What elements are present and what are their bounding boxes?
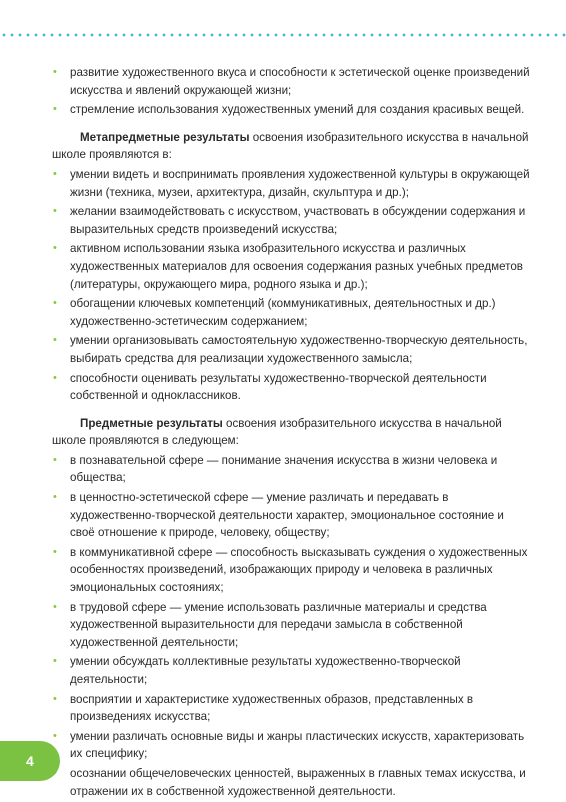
bullet-icon: •: [53, 297, 57, 310]
list-item: • развитие художественного вкуса и способности к эстетической оценке произведений искусства и явлений окружающей жизни;: [53, 66, 530, 97]
list-item: • обогащении ключевых компетенций (коммуникативных, деятельностных и др.) художественно-эстетическим содержанием;: [53, 297, 496, 328]
bullet-icon: •: [53, 205, 57, 218]
page-number: 4: [26, 753, 34, 769]
bullet-icon: •: [53, 334, 57, 347]
meta-results-paragraph: Метапредметные результаты освоения изобразительного искусства в начальной школе проявляются в:: [52, 130, 529, 162]
list-item: • умении обсуждать коллективные результаты художественно-творческой деятельности;: [53, 655, 461, 686]
list-item: • в познавательной сфере — понимание значения искусства в жизни человека и общества;: [53, 453, 498, 485]
bullet-icon: •: [53, 242, 57, 255]
list-item: • активном использовании языка изобразительного искусства и различных художественных материалов для освоения содержания разных учебных предметов (литературы, окружающего мира, родного языка и др.);: [53, 242, 523, 291]
bullet-icon: •: [53, 103, 57, 116]
list-item: • способности оценивать результаты художественно-творческой деятельности собственной и одноклассников.: [53, 371, 487, 403]
bullet-icon: •: [53, 545, 57, 558]
bullet-icon: •: [53, 692, 57, 705]
list-item: • умении различать основные виды и жанры пластических искусств, характеризовать их специфику;: [53, 729, 525, 761]
list-item: • умении видеть и воспринимать проявления художественной культуры в окружающей жизни (техника, музеи, архитектура, дизайн, скульптура и др.);: [53, 167, 530, 199]
bullet-icon: •: [53, 600, 57, 613]
page-number-badge: [0, 741, 60, 781]
bullet-icon: •: [53, 66, 57, 78]
list-item: • в ценностно-эстетической сфере — умение различать и передавать в художественно-творческой деятельности характер, эмоциональное состояние и своё отношение к природе, человеку, обществу;: [53, 491, 504, 540]
bullet-icon: •: [53, 655, 57, 668]
subject-results-paragraph: Предметные результаты освоения изобразительного искусства в начальной школе проявляются в следующем:: [52, 416, 502, 448]
bullet-icon: •: [53, 167, 57, 180]
subject-results-heading: Предметные результаты: [80, 416, 223, 430]
list-item: • восприятии и характеристике художественных образов, представленных в произведениях искусства;: [53, 692, 474, 724]
meta-results-heading: Метапредметные результаты: [80, 130, 250, 144]
bullet-icon: •: [53, 491, 57, 504]
list-item: • в трудовой сфере — умение использовать различные материалы и средства художественной выразительности для передачи замысла в собственной художественной деятельности;: [53, 600, 487, 649]
bullet-icon: •: [53, 453, 57, 466]
list-item: • желании взаимодействовать с искусством, участвовать в обсуждении содержания и выразительных средств произведений искусства;: [53, 205, 526, 236]
dotted-header-line: [0, 33, 566, 37]
list-item: • умении организовывать самостоятельную художественно-творческую деятельность, выбирать средства для реализации художественного замысла;: [53, 334, 528, 365]
bullet-icon: •: [53, 371, 57, 384]
page-content: [52, 64, 530, 802]
bullet-icon: •: [53, 729, 57, 742]
list-item: • в коммуникативной сфере — способность высказывать суждения о художественных особенностях произведений, изображающих природу и человека в различных эмоциональных состояниях;: [53, 545, 528, 595]
subject-bullet-list: [52, 452, 530, 800]
list-item: • стремление использования художественных умений для создания красивых вещей.: [52, 101, 530, 119]
top-bullet-list: [52, 64, 530, 119]
meta-bullet-list: [52, 166, 530, 405]
list-item: осознании общечеловеческих ценностей, выраженных в главных темах искусства, и отражении их в собственной художественной деятельности.: [52, 765, 530, 800]
